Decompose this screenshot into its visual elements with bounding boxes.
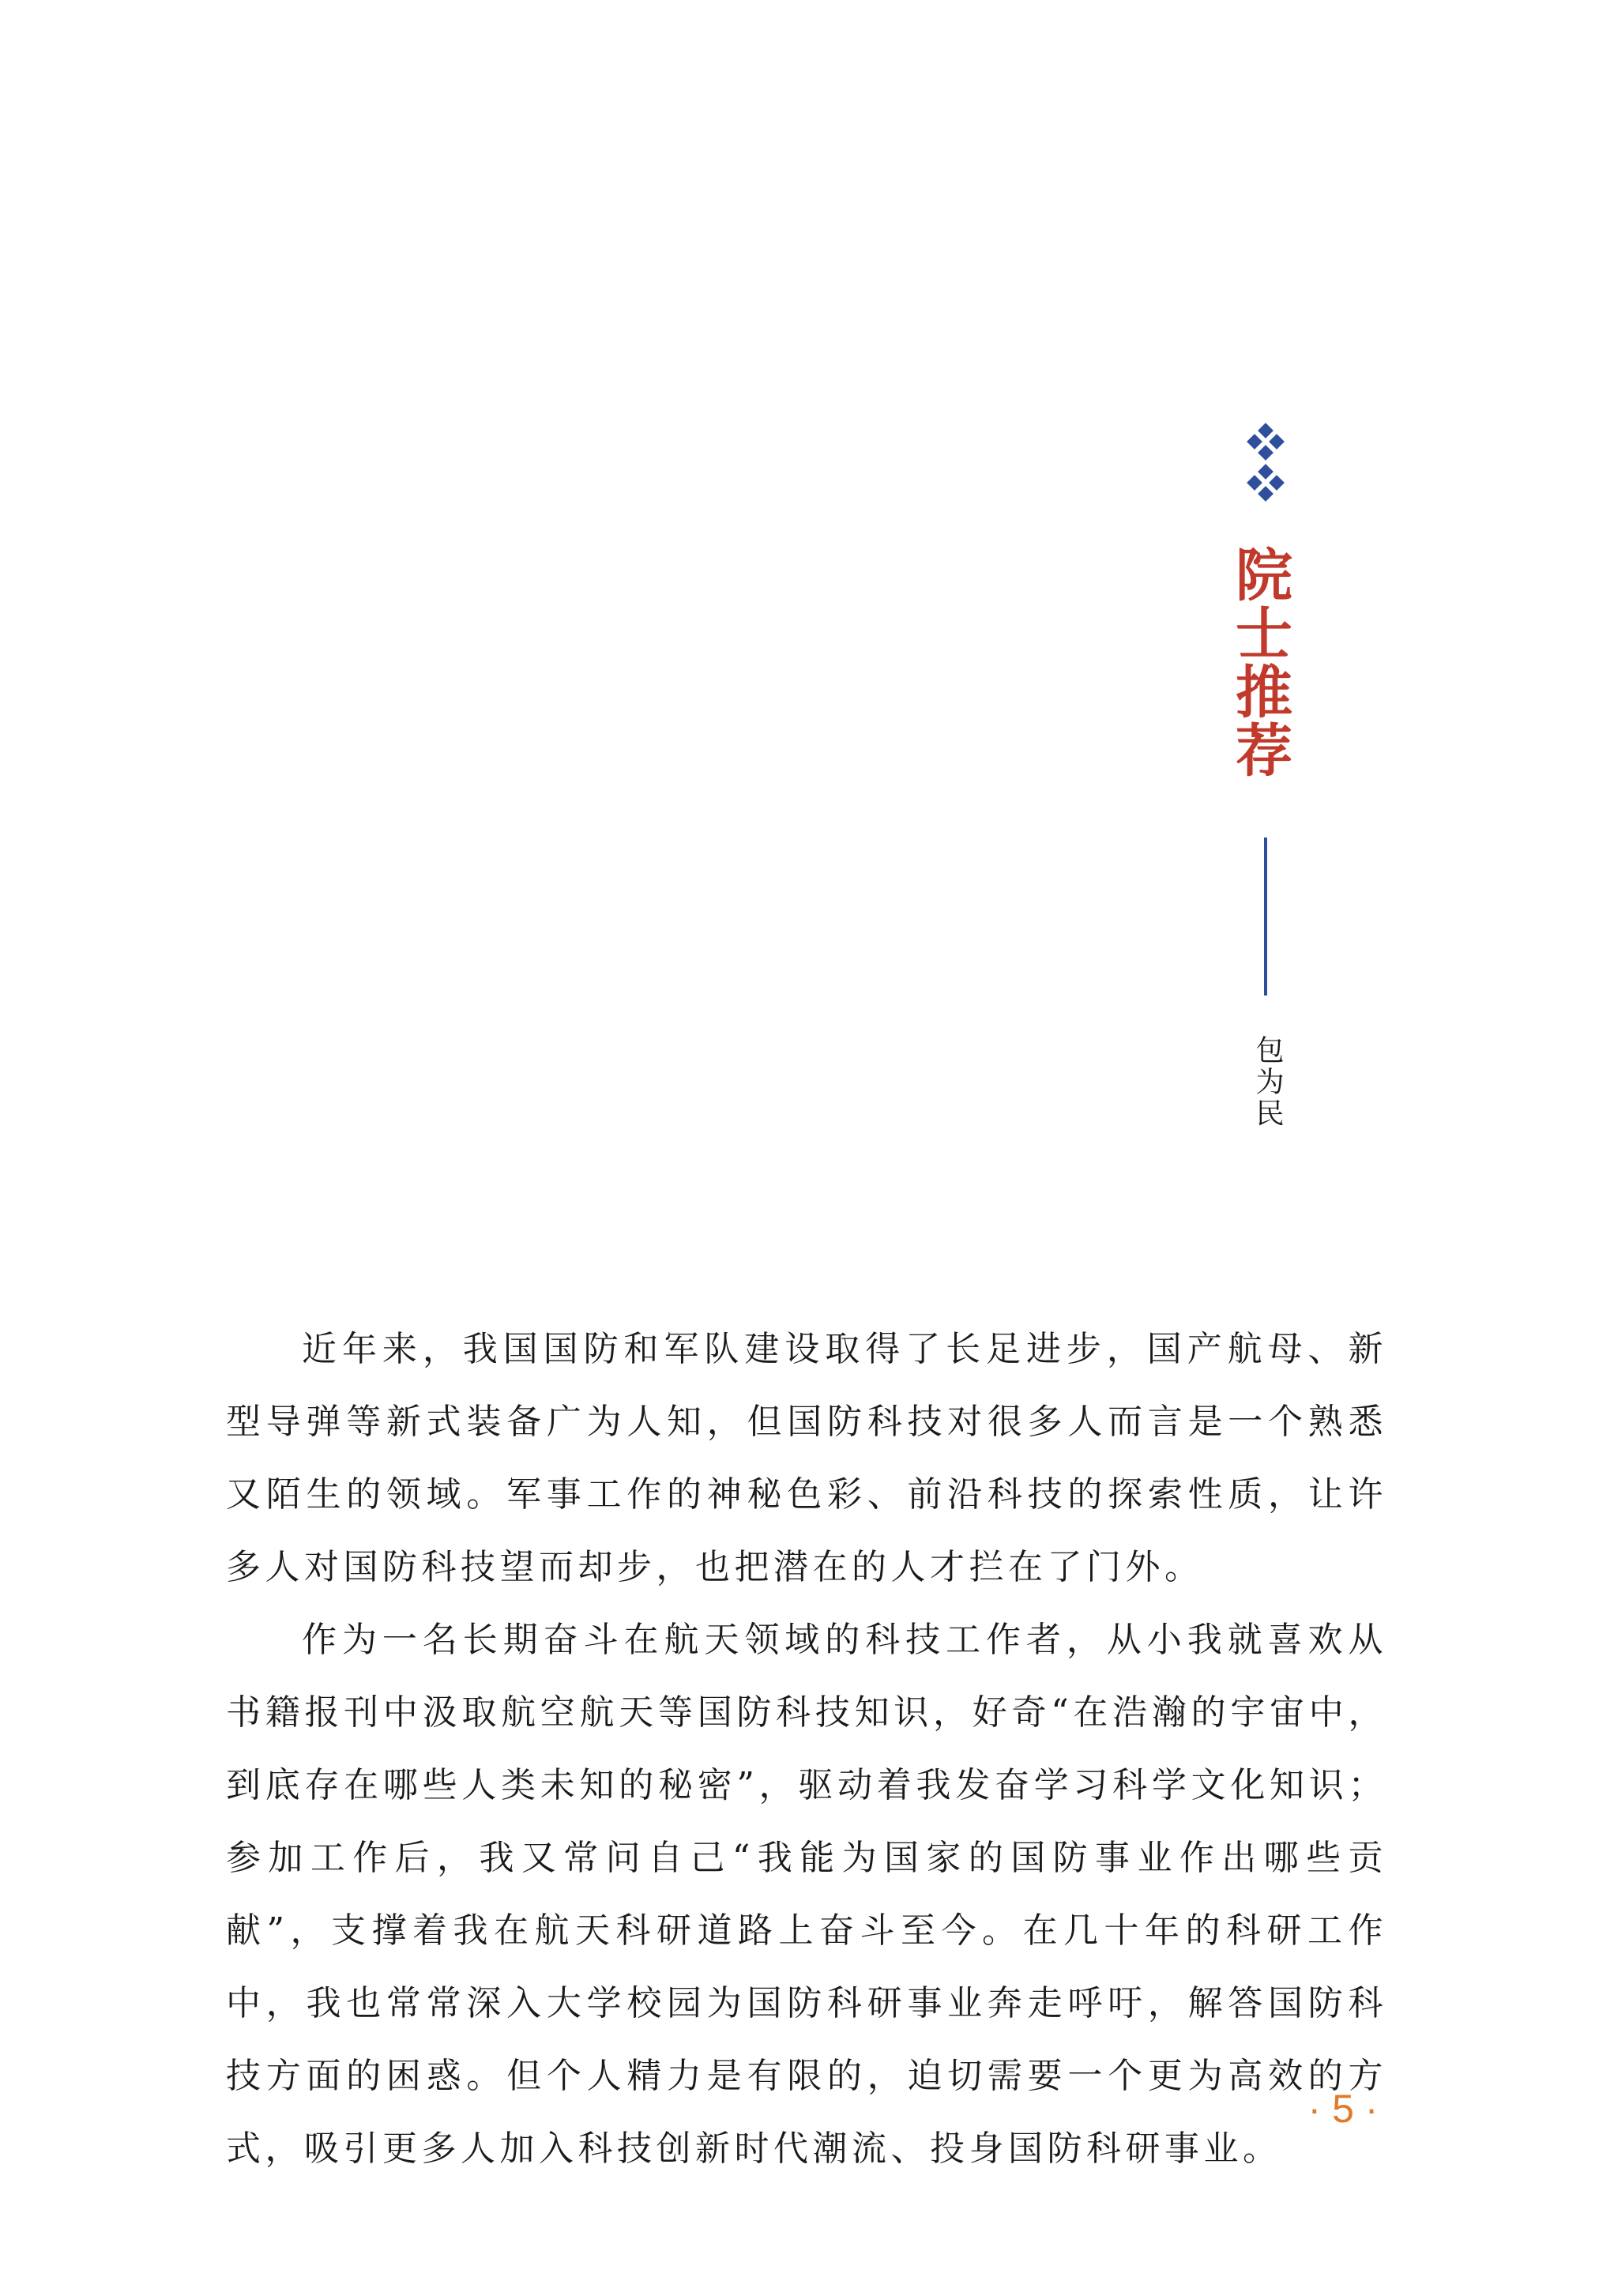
article-body bbox=[226, 1313, 1387, 2185]
section-title: 院士推荐 bbox=[1226, 545, 1293, 779]
paragraph: 作为一名长期奋斗在航天领域的科技工作者，从小我就喜欢从书籍报刊中汲取航空航天等国防科技知识，好奇“在浩瀚的宇宙中，到底存在哪些人类未知的秘密”，驱动着我发奋学习科学文化知识；参加工作后，我又常问自己“我能为国家的国防事业作出哪些贡献”，支撑着我在航天科研道路上奋斗至今。在几十年的科研工作中，我也常常深入大学校园为国防科研事业奔走呼吁，解答国防科技方面的困惑。但个人精力是有限的，迫切需要一个更为高效的方式，吸引更多人加入科技创新时代潮流、投身国防科研事业。 bbox=[226, 1620, 1387, 2169]
diamond-cluster-icon bbox=[1242, 422, 1289, 469]
title-divider bbox=[1264, 837, 1267, 996]
author-name: 包为民 bbox=[1251, 1035, 1284, 1130]
page-number: · 5 · bbox=[1307, 2087, 1379, 2131]
paragraph: 近年来，我国国防和军队建设取得了长足进步，国产航母、新型导弹等新式装备广为人知，但国防科技对很多人而言是一个熟悉又陌生的领域。军事工作的神秘色彩、前沿科技的探索性质，让许多人对国防科技望而却步，也把潜在的人才拦在了门外。 bbox=[226, 1329, 1387, 1587]
diamond-cluster-icon bbox=[1242, 463, 1289, 510]
